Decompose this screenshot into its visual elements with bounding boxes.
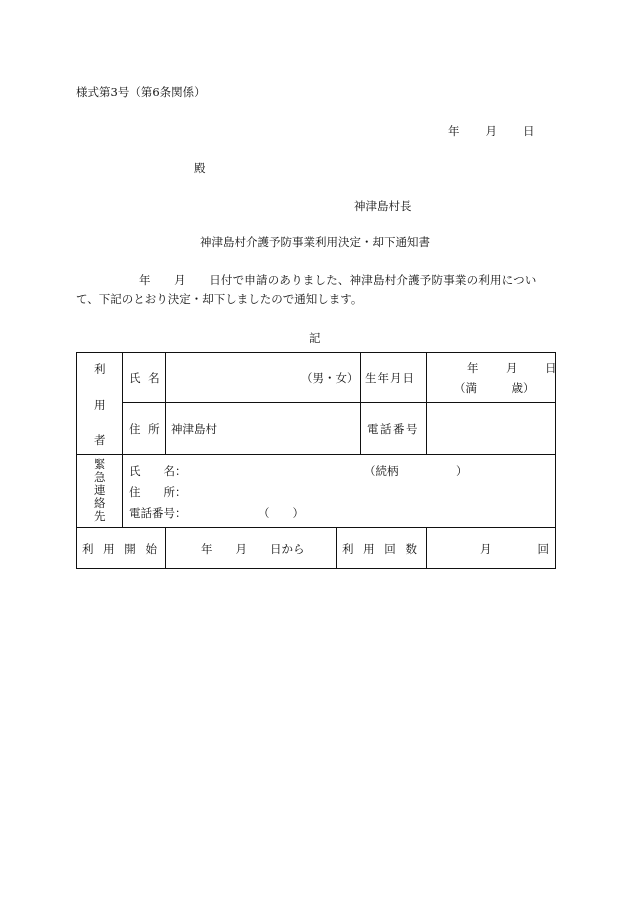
address-value: 神津島村 — [171, 422, 217, 436]
phone-label: 電話番号 — [367, 422, 419, 436]
name-label: 氏 名 — [129, 371, 162, 385]
user-header-char-1: 利 — [94, 362, 106, 376]
age-value: （満 歳） — [454, 381, 535, 395]
document-title: 神津島村介護予防事業利用決定・却下通知書 — [200, 235, 430, 249]
issue-date: 年 月 日 — [448, 124, 536, 138]
table-line-col4 — [426, 352, 427, 454]
table-line-col-mid-lower — [336, 527, 337, 568]
issuer-name: 神津島村長 — [354, 199, 412, 213]
emergency-header-char-2: 急 — [94, 470, 106, 484]
table-border-left — [76, 352, 77, 569]
table-line-row3 — [76, 527, 556, 528]
note-heading: 記 — [309, 331, 321, 345]
emergency-header-char-5: 先 — [94, 509, 106, 523]
table-line-row1 — [122, 402, 556, 403]
birthdate-label: 生年月日 — [365, 371, 415, 385]
emergency-phone-label: 電話番号： — [129, 506, 187, 520]
addressee-suffix: 殿 — [194, 161, 206, 175]
gender-choice: （男・女） — [301, 371, 359, 385]
birthdate-value: 年 月 日 — [467, 361, 558, 375]
decision-table — [76, 352, 556, 569]
count-label: 利 用 回 数 — [342, 542, 420, 556]
table-line-col3 — [360, 352, 361, 454]
table-line-col2-lower — [165, 527, 166, 568]
emergency-relation: （続柄 ） — [364, 464, 468, 478]
start-value: 年 月 日から — [201, 542, 305, 556]
table-border-right — [555, 352, 556, 569]
table-line-col2 — [165, 352, 166, 454]
table-line-col1 — [122, 352, 123, 527]
user-header-char-3: 者 — [94, 433, 106, 447]
emergency-header-char-1: 緊 — [94, 457, 106, 471]
table-border-top — [76, 352, 556, 353]
table-line-row2 — [76, 454, 556, 455]
emergency-header-char-4: 絡 — [94, 496, 106, 510]
count-value: 月 回 — [480, 542, 549, 556]
address-label: 住 所 — [129, 422, 162, 436]
body-text-line-2: て、下記のとおり決定・却下しましたので通知します。 — [76, 292, 363, 306]
start-label: 利 用 開 始 — [82, 542, 160, 556]
emergency-phone-parens: （ ） — [258, 506, 304, 520]
body-text-line-1: 年 月 日付で申請のありました、神津島村介護予防事業の利用につい — [139, 273, 537, 287]
emergency-address-label: 住 所： — [129, 485, 187, 499]
emergency-name-label: 氏 名： — [129, 464, 187, 478]
emergency-header-char-3: 連 — [94, 483, 106, 497]
user-header-char-2: 用 — [94, 398, 106, 412]
table-line-col-count — [426, 527, 427, 568]
table-border-bottom — [76, 568, 556, 569]
form-number: 様式第3号（第6条関係） — [76, 85, 206, 99]
